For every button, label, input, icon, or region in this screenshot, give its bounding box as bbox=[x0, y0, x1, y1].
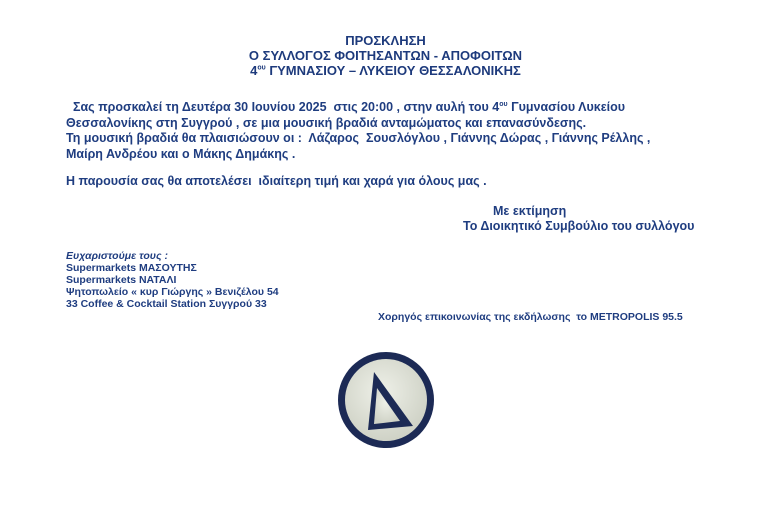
invitation-line-1: Σας προσκαλεί τη Δευτέρα 30 Ιουνίου 2025 στις 20:00 , στην αυλή του $4^{o\upsilon}$ Γυμνασίου Λυκείου bbox=[66, 100, 626, 115]
sponsor-item: Ψητοπωλείο « κυρ Γιώργης » Βενιζέλου 54 bbox=[66, 286, 279, 298]
performers-line-2: Μαίρη Ανδρέου και ο Μάκης Δημάκης . bbox=[66, 146, 296, 161]
signature-board: Το Διοικητικό Συμβούλιο του συλλόγου bbox=[463, 219, 695, 233]
association-name: Ο ΣΥΛΛΟΓΟΣ ΦΟΙΤΗΣΑΝΤΩΝ - ΑΠΟΦΟΙΤΩΝ bbox=[248, 48, 523, 63]
document-title: ΠΡΟΣΚΛΗΣΗ bbox=[345, 33, 426, 48]
closing-remark: Η παρουσία σας θα αποτελέσει ιδιαίτερη τιμή και χαρά για όλους μας . bbox=[66, 174, 487, 188]
sponsor-item: 33 Coffee & Cocktail Station Συγγρού 33 bbox=[66, 298, 267, 310]
delta-badge-icon bbox=[336, 350, 436, 450]
thanks-section bbox=[66, 250, 279, 310]
media-sponsor: Χορηγός επικοινωνίας της εκδήλωσης το METROPOLIS 95.5 bbox=[378, 311, 683, 323]
performers-line-1: Τη μουσική βραδιά θα πλαισιώσουν οι : Λάζαρος Σουσλόγλου , Γιάννης Δώρας , Γιάννης Ρέλλης , bbox=[66, 131, 651, 146]
sponsor-item: Supermarkets ΝΑΤΑΛΙ bbox=[66, 274, 177, 286]
invitation-paragraph bbox=[66, 97, 650, 162]
thanks-heading: Ευχαριστούμε τους : bbox=[66, 250, 168, 262]
sponsor-item: Supermarkets ΜΑΣΟΥΤΗΣ bbox=[66, 262, 197, 274]
school-name: $4^{o\upsilon}$ ΓΥΜΝΑΣΙΟΥ – ΛΥΚΕΙΟΥ ΘΕΣΣΑΛΟΝΙΚΗΣ bbox=[250, 63, 521, 78]
invitation-line-2: Θεσσαλονίκης στη Συγγρού , σε μια μουσική βραδιά ανταμώματος και επανασύνδεσης. bbox=[66, 115, 587, 130]
signature-greeting: Με εκτίμηση bbox=[493, 204, 567, 218]
